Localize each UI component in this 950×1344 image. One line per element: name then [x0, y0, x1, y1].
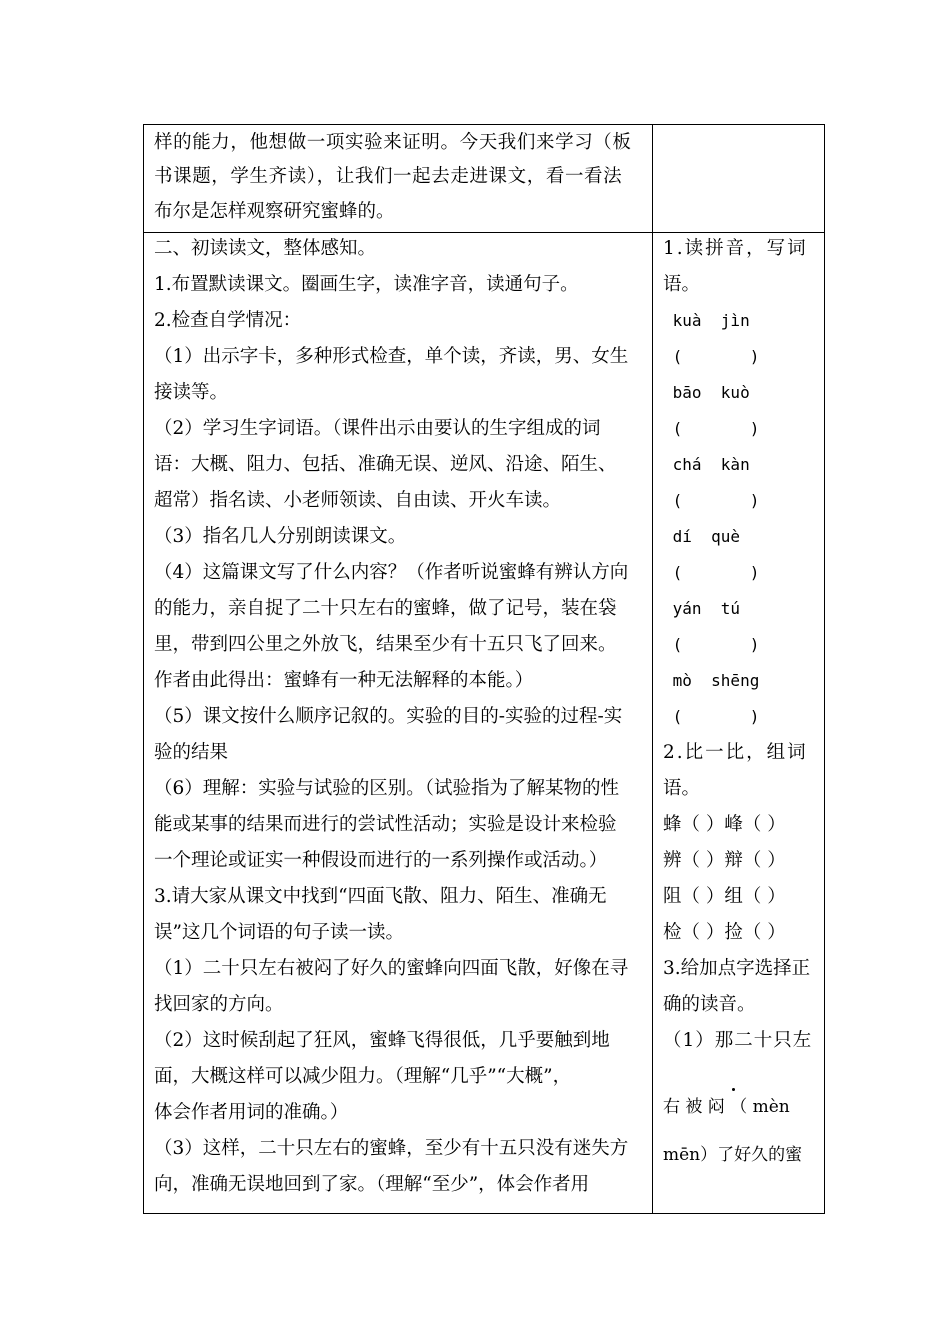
- text-line: （2）学习生字词语。（课件出示由要认的生字组成的词: [154, 418, 601, 439]
- pinyin-line: yán tú: [663, 599, 741, 618]
- text-line: 2.检查自学情况：: [154, 310, 302, 331]
- pinyin-line: chá kàn: [663, 455, 750, 474]
- emphasis-dot: [732, 1088, 735, 1091]
- text-line: （5）课文按什么顺序记叙的。实验的目的-实验的过程-实: [154, 706, 623, 727]
- text-line: 语：大概、阻力、包括、准确无误、逆风、沿途、陌生、: [154, 454, 617, 475]
- text-line: 3.请大家从课文中找到“四面飞散、阻力、陌生、准确无: [154, 886, 607, 907]
- text-line: （2）这时候刮起了狂风，蜜蜂飞得很低，几乎要触到地: [154, 1030, 610, 1051]
- text-line: 布尔是怎样观察研究蜜蜂的。: [154, 201, 395, 222]
- pinyin-line: bāo kuò: [663, 383, 750, 402]
- exercise-line: 右 被 闷 （ mèn: [663, 1097, 790, 1117]
- text-line: 验的结果: [154, 742, 229, 763]
- top-row-left-cell: [143, 124, 653, 233]
- text-line: （6）理解：实验与试验的区别。（试验指为了解某物的性: [154, 778, 620, 799]
- exercise-line: （1）那二十只左: [663, 1030, 813, 1051]
- exercise-line: mēn）了好久的蜜: [663, 1145, 803, 1165]
- text-line: 面，大概这样可以减少阻力。（理解“几乎”“大概”，: [154, 1066, 572, 1087]
- main-row-right-cell: [652, 232, 825, 1214]
- text-line: （1）二十只左右被闷了好久的蜜蜂向四面飞散，好像在寻: [154, 958, 629, 979]
- answer-blank: ( ): [663, 707, 760, 726]
- compare-line: 蜂（ ）峰（ ）: [663, 814, 786, 835]
- text-line: 里，带到四公里之外放飞，结果至少有十五只飞了回来。: [154, 634, 617, 655]
- text-line: （4）这篇课文写了什么内容？（作者听说蜜蜂有辨认方向: [154, 562, 629, 583]
- compare-line: 检（ ）捡（ ）: [663, 922, 786, 943]
- exercise-line: 语。: [663, 274, 701, 295]
- exercise-line: 2.比一比，组词: [663, 742, 808, 763]
- text-line: 超常）指名读、小老师领读、自由读、开火车读。: [154, 490, 562, 511]
- exercise-line: 3.给加点字选择正: [663, 958, 811, 979]
- answer-blank: ( ): [663, 419, 760, 438]
- pinyin-line: kuà jìn: [663, 311, 750, 330]
- text-line: 作者由此得出：蜜蜂有一种无法解释的本能。）: [154, 670, 534, 691]
- text-line: 找回家的方向。: [154, 994, 284, 1015]
- top-row-right-cell: [652, 124, 825, 233]
- pinyin-line: mò shēng: [663, 671, 760, 690]
- answer-blank: ( ): [663, 563, 760, 582]
- exercise-line: 语。: [663, 778, 701, 799]
- answer-blank: ( ): [663, 635, 760, 654]
- text-line: 二、初读读文，整体感知。: [154, 238, 377, 259]
- text-line: 的能力，亲自捉了二十只左右的蜜蜂，做了记号，装在袋: [154, 598, 617, 619]
- text-line: 书课题，学生齐读），让我们一起去走进课文，看一看法: [154, 166, 623, 187]
- text-line: 样的能力，他想做一项实验来证明。今天我们来学习（板: [154, 132, 632, 153]
- answer-blank: ( ): [663, 347, 760, 366]
- text-line: （3）指名几人分别朗读课文。: [154, 526, 407, 547]
- text-line: 向，准确无误地回到了家。（理解“至少”，体会作者用: [154, 1174, 590, 1195]
- main-row-left-cell: [143, 232, 653, 1214]
- text-line: 接读等。: [154, 382, 229, 403]
- exercise-line: 确的读音。: [663, 994, 756, 1015]
- pinyin-line: dí què: [663, 527, 741, 546]
- text-line: （1）出示字卡，多种形式检查，单个读，齐读，男、女生: [154, 346, 629, 367]
- text-line: 1.布置默读课文。圈画生字，读准字音，读通句子。: [154, 274, 579, 295]
- text-line: 体会作者用词的准确。）: [154, 1102, 349, 1123]
- text-line: 能或某事的结果而进行的尝试性活动；实验是设计来检验: [154, 814, 617, 835]
- compare-line: 辨（ ）辩（ ）: [663, 850, 786, 871]
- text-line: 一个理论或证实一种假设而进行的一系列操作或活动。）: [154, 850, 608, 871]
- text-line: （3）这样，二十只左右的蜜蜂，至少有十五只没有迷失方: [154, 1138, 629, 1159]
- answer-blank: ( ): [663, 491, 760, 510]
- text-line: 误”这几个词语的句子读一读。: [154, 922, 404, 943]
- exercise-line: 1.读拼音，写词: [663, 238, 808, 259]
- compare-line: 阻（ ）组（ ）: [663, 886, 786, 907]
